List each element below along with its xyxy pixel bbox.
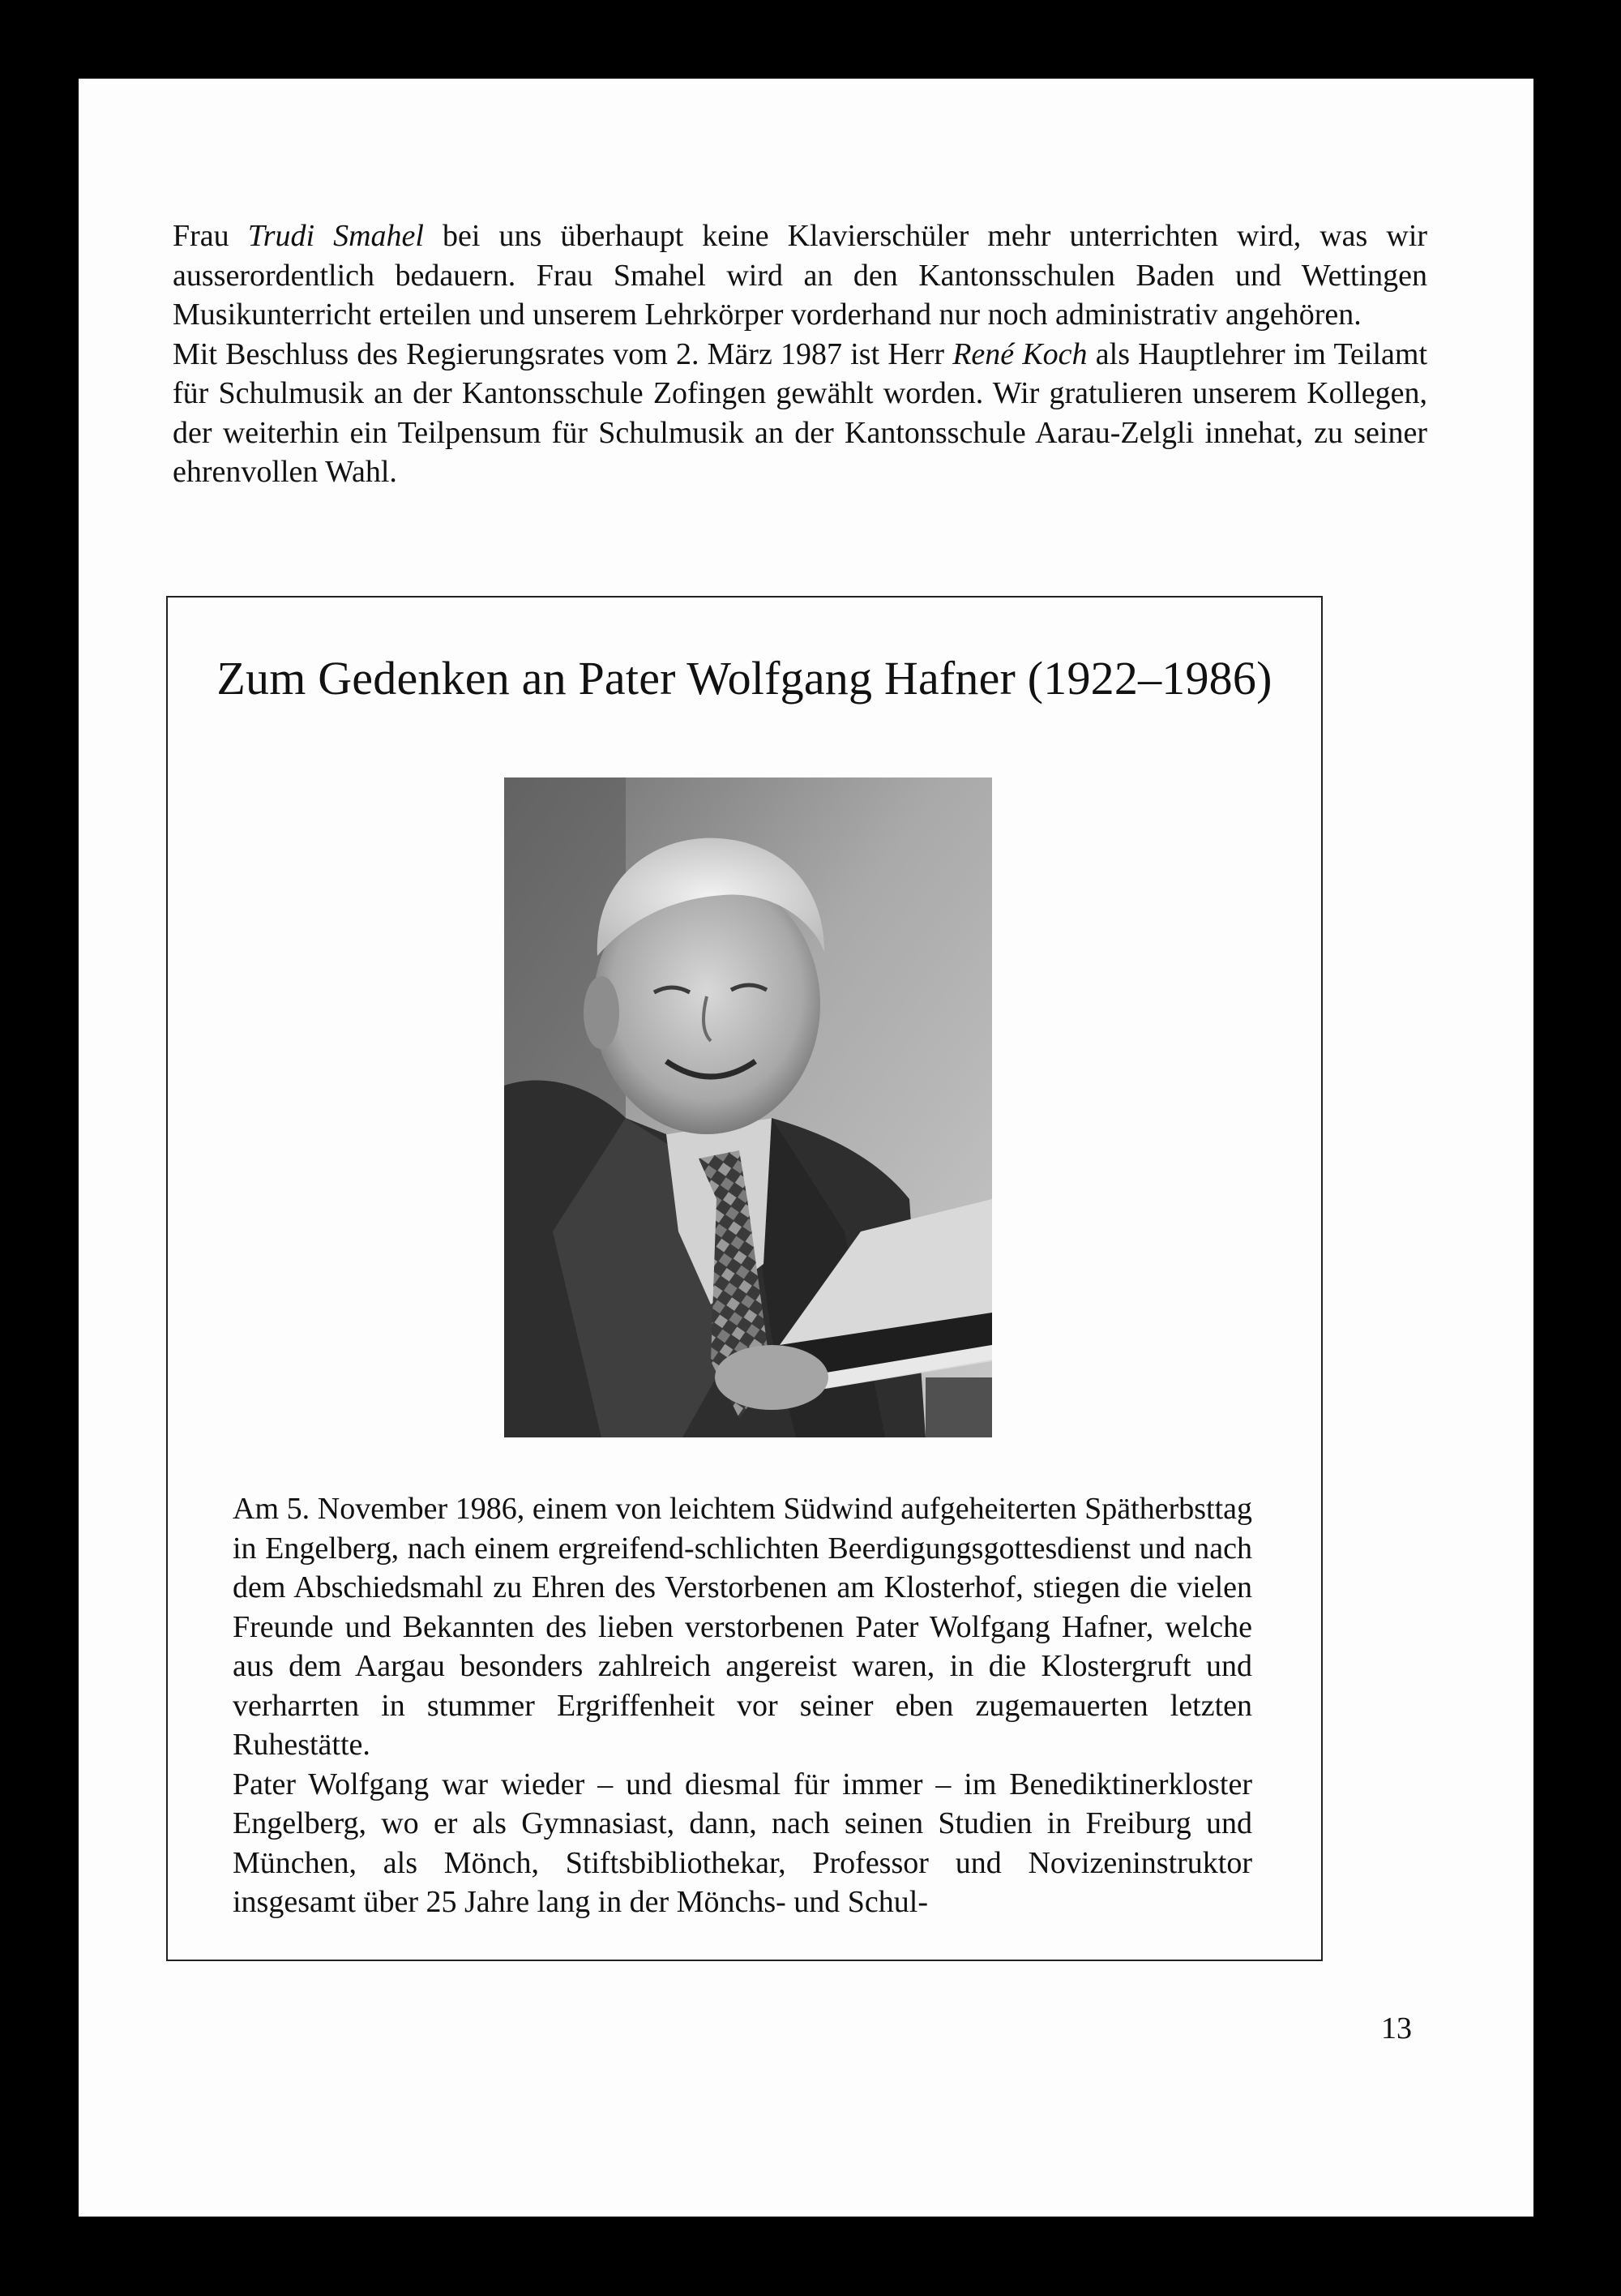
- portrait-photo: [504, 777, 992, 1437]
- memorial-box: [166, 596, 1323, 1961]
- page-number: 13: [1381, 2011, 1412, 2045]
- memorial-paragraph-2: Pater Wolfgang war wieder – und diesmal für immer – im Benediktinerkloster Engelberg, wo er als Gymnasiast, dann, nach seinen Studien in Freiburg und München, als Mönch, Stiftsbibliothekar, Professor und Novizeninstruktor insgesamt über 25 Jahre lang in der Mönchs- und Schul-: [233, 1767, 1252, 1919]
- person-name-smahel: Trudi Smahel: [247, 219, 424, 253]
- memorial-text: [233, 1489, 1252, 1922]
- intro-text: [173, 216, 1427, 492]
- person-name-koch: René Koch: [952, 336, 1088, 371]
- document-page: [79, 79, 1533, 2217]
- memorial-paragraph-1: Am 5. November 1986, einem von leichtem Südwind aufgeheiterten Spätherbsttag in Engelberg, nach einem ergreifend-schlichten Beerdigungsgottesdienst und nach dem Abschiedsmahl zu Ehren des Verstorbenen am Klosterhof, stiegen die vielen Freunde und Bekannten des lieben verstorbenen Pater Wolfgang Hafner, welche aus dem Aargau besonders zahlreich angereist waren, in die Klostergruft und verharrten in stummer Ergriffenheit vor seiner eben zugemauerten letzten Ruhestätte.: [233, 1492, 1252, 1762]
- memorial-title: Zum Gedenken an Pater Wolfgang Hafner (1922–1986): [216, 652, 1272, 705]
- intro-paragraph-1: Frau Trudi Smahel bei uns überhaupt keine Klavierschüler mehr unterrichten wird, was wir ausserordentlich bedauern. Frau Smahel wird an den Kantonsschulen Baden und Wettingen Musikunterricht erteilen und unserem Lehrkörper vorderhand nur noch administrativ angehören.: [173, 219, 1428, 332]
- intro-paragraph-2: Mit Beschluss des Regierungsrates vom 2. März 1987 ist Herr René Koch als Hauptlehrer im Teilamt für Schulmusik an der Kantonsschule Zofingen gewählt worden. Wir gratulieren unserem Kollegen, der weiterhin ein Teilpensum für Schulmusik an der Kantonsschule Aarau-Zelgli innehat, zu seiner ehrenvollen Wahl.: [173, 336, 1428, 489]
